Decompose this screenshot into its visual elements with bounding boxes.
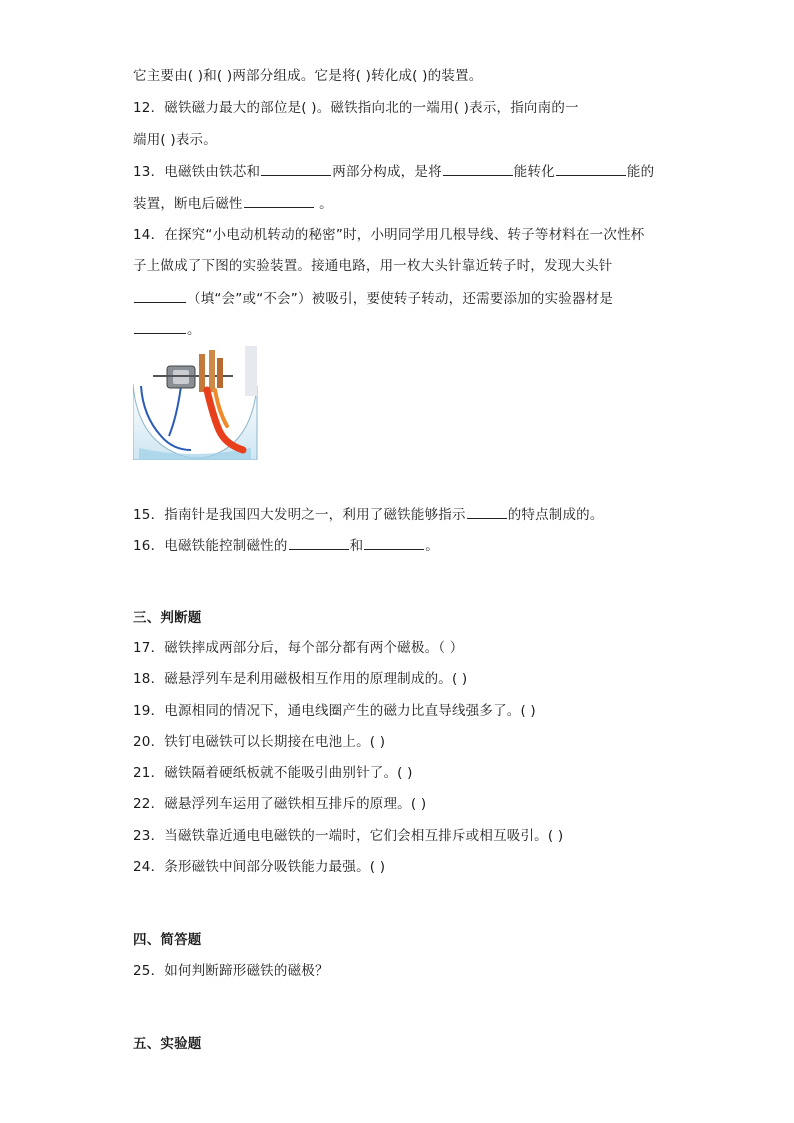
q13-text-a: 13．电磁铁由铁芯和 [133,164,261,180]
question-17: 17．磁铁摔成两部分后，每个部分都有两个磁极。（ ） [133,640,464,656]
answer-blank[interactable] [467,504,507,519]
q16-text-b: 和 [349,538,364,554]
q16-text-a: 16．电磁铁能控制磁性的 [133,538,288,554]
question-24: 24．条形磁铁中间部分吸铁能力最强。( ) [133,859,386,875]
section-heading-short-answer: 四、简答题 [133,932,202,948]
answer-blank[interactable] [134,319,186,334]
q14-text-d: 。 [187,322,201,338]
question-14-line4 [133,319,201,340]
question-12-continued: 端用( )表示。 [133,132,217,148]
question-15 [133,504,604,525]
q13-text-b: 两部分构成，是将 [332,164,442,180]
q14-text-c: （填“会”或“不会”）被吸引，要使转子转动，还需要添加的实验器材是 [187,291,614,307]
answer-blank[interactable] [364,535,424,550]
question-21: 21．磁铁隔着硬纸板就不能吸引曲别针了。( ) [133,765,413,781]
question-20: 20．铁钉电磁铁可以长期接在电池上。( ) [133,734,386,750]
motor-experiment-figure [133,346,259,460]
q15-text-a: 15．指南针是我国四大发明之一，利用了磁铁能够指示 [133,507,466,523]
q13-text-e: 装置，断电后磁性 [133,196,243,212]
q13-text-f: 。 [319,196,333,212]
question-22: 22．磁悬浮列车运用了磁铁相互排斥的原理。( ) [133,796,427,812]
question-14-line3 [133,288,613,309]
answer-blank[interactable] [289,535,349,550]
question-13-line2 [133,193,333,214]
question-18: 18．磁悬浮列车是利用磁极相互作用的原理制成的。( ) [133,671,468,687]
question-23: 23．当磁铁靠近通电电磁铁的一端时，它们会相互排斥或相互吸引。( ) [133,828,564,844]
question-25: 25．如何判断蹄形磁铁的磁极？ [133,963,329,979]
question-16 [133,535,439,556]
question-14-line2: 子上做成了下图的实验装置。接通电路，用一枚大头针靠近转子时，发现大头针 [133,258,613,274]
q16-text-c: 。 [425,538,439,554]
question-14-line1: 14．在探究“小电动机转动的秘密”时，小明同学用几根导线、转子等材料在一次性杯 [133,227,645,243]
section-heading-experiment: 五、实验题 [133,1036,202,1052]
question-11-continued: 它主要由( )和( )两部分组成。它是将( )转化成( )的装置。 [133,68,483,84]
q15-text-b: 的特点制成的。 [507,507,604,523]
answer-blank[interactable] [443,161,513,176]
answer-blank[interactable] [134,288,186,303]
answer-blank[interactable] [261,161,331,176]
question-12: 12．磁铁磁力最大的部位是( )。磁铁指向北的一端用( )表示，指向南的一 [133,100,579,116]
section-heading-judge: 三、判断题 [133,610,202,626]
answer-blank[interactable] [244,193,314,208]
q13-text-c: 能转化 [513,164,555,180]
question-13-line1 [133,161,654,182]
answer-blank[interactable] [556,161,626,176]
question-19: 19．电源相同的情况下，通电线圈产生的磁力比直导线强多了。( ) [133,703,536,719]
q13-text-d: 能的 [626,164,655,180]
